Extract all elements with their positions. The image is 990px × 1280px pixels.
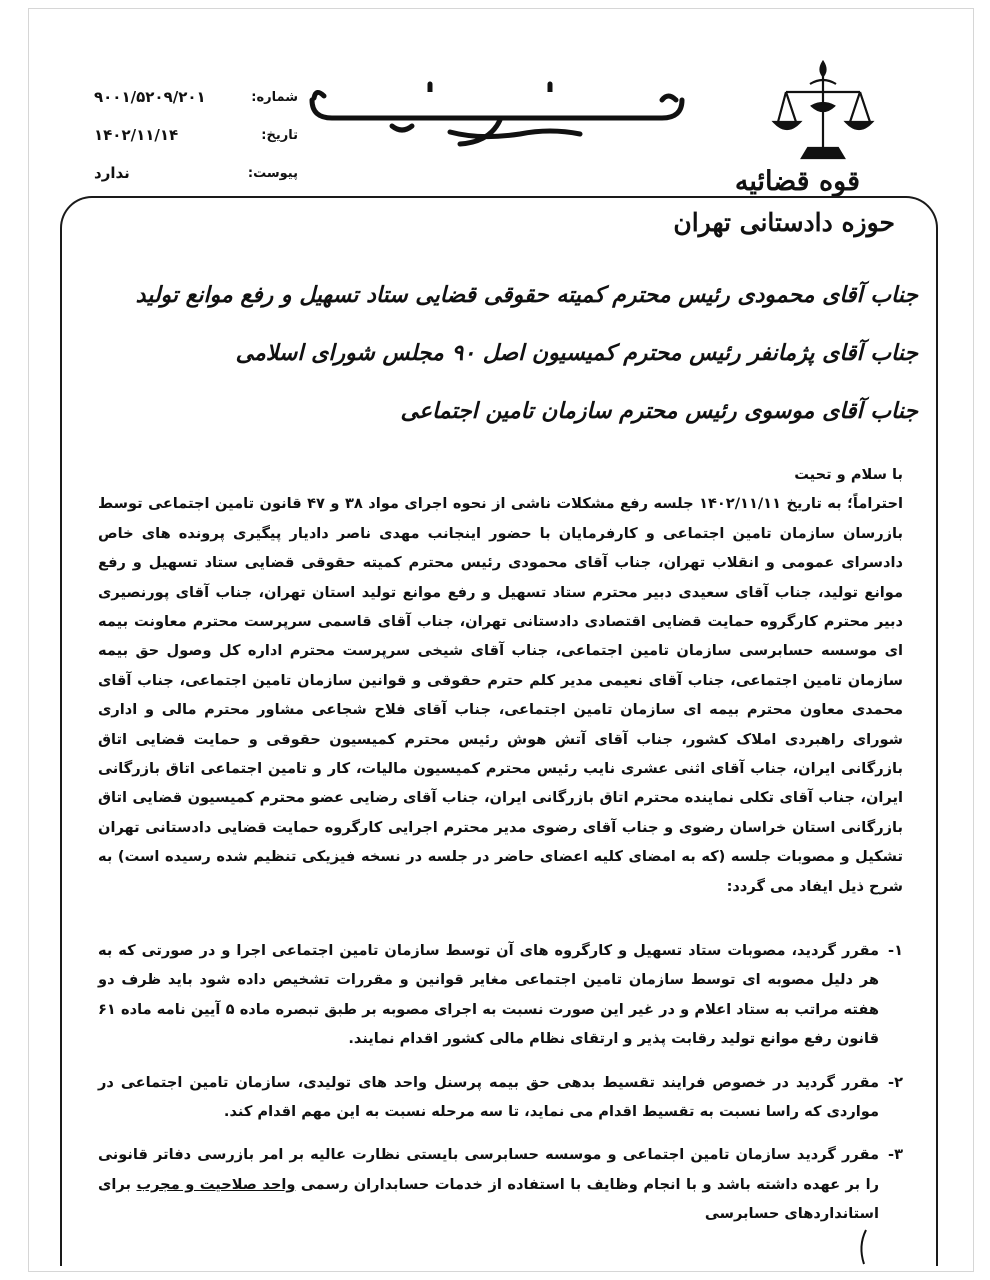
resolution-number: ۲- — [888, 1073, 903, 1091]
resolution-underlined-text: واحد صلاحیت و مجرب — [136, 1175, 296, 1193]
letter-date-value: ۱۴۰۲/۱۱/۱۴ — [94, 126, 179, 144]
letter-number-value: ۹۰۰۱/۵۲۰۹/۲۰۱ — [94, 88, 206, 106]
letter-metadata — [88, 88, 298, 198]
resolution-text-continued: برای استانداردهای حسابرسی — [98, 1175, 879, 1223]
letter-body — [98, 460, 903, 901]
letter-date-label: تاریخ: — [261, 128, 298, 143]
handwritten-tick-icon — [852, 1226, 872, 1266]
handwritten-urgent-mark-icon — [300, 70, 695, 160]
letter-date-row — [88, 126, 298, 150]
resolution-number: ۱- — [888, 942, 903, 959]
organization-name: قوه قضائیه — [734, 166, 860, 197]
judiciary-scales-emblem-icon — [768, 56, 878, 166]
letter-attachment-row — [88, 164, 298, 188]
resolution-item — [98, 936, 903, 1054]
resolution-text: مقرر گردید، مصوبات ستاد تسهیل و کارگروه های آن توسط سازمان تامین اجتماعی اجرا و در صورتی که به هر دلیل مصوبه ای توسط سازمان تامین اجتماعی مغایر قوانین و مقررات تشخیص داده شود باید ظرف دو هفته مراتب به ستاد اعلام و در غیر این صورت نسبت به اجرای مصوبه بر طبق تبصره ماده ۵ آیین نامه ماده ۶۱ قانون رفع موانع تولید رقابت پذیر و ارتقای نظام مالی کشور اقدام نمایند. — [98, 942, 879, 1048]
resolution-number: ۳- — [888, 1146, 903, 1164]
letter-attachment-value: ندارد — [94, 164, 130, 182]
letter-attachment-label: پیوست: — [247, 166, 298, 181]
resolution-item — [98, 1140, 903, 1228]
resolution-text: مقرر گردید در خصوص فرایند تقسیط بدهی حق بیمه پرسنل واحد های تولیدی، سازمان تامین اجتماعی در مواردی که راسا نسبت به تقسیط اقدام می نماید، تا سه مرحله نسبت به این مهم اقدام کند. — [98, 1073, 879, 1121]
greeting: با سلام و تحیت — [794, 466, 903, 483]
addressee-line: جناب آقای پژمانفر رئیس محترم کمیسیون اصل ۹۰ مجلس شورای اسلامی — [235, 340, 918, 366]
letter-number-row — [88, 88, 298, 112]
resolution-list — [98, 936, 903, 1229]
addressee-line: جناب آقای محمودی رئیس محترم کمیته حقوقی قضایی ستاد تسهیل و رفع موانع تولید — [135, 282, 918, 308]
resolution-item — [98, 1068, 903, 1127]
resolution-text: مقرر گردید سازمان تامین اجتماعی و موسسه حسابرسی بایستی نظارت عالیه بر امر بازرسی دفاتر قانونی را بر عهده داشته باشد و با انجام وظایف با استفاده از خدمات حسابداران رسمی — [98, 1146, 879, 1193]
addressee-line: جناب آقای موسوی رئیس محترم سازمان تامین اجتماعی — [400, 398, 918, 424]
letter-intro-paragraph: احتراماً؛ به تاریخ ۱۴۰۲/۱۱/۱۱ جلسه رفع مشکلات ناشی از نحوه اجرای مواد ۳۸ و ۴۷ قانون تامین اجتماعی توسط بازرسان سازمان تامین اجتماعی و کارفرمایان با حضور اینجانب مهدی ناصر دادیار پیگیری پرونده های خاص دادسرای عمومی و انقلاب تهران، جناب آقای محمودی رئیس محترم کمیته حقوقی قضایی ستاد تسهیل و رفع موانع تولید، جناب آقای سعیدی دبیر محترم ستاد تسهیل و رفع موانع تولید استان تهران، جناب آقای پورنصیری دبیر محترم کارگروه حمایت قضایی اقتصادی دادستانی تهران، جناب آقای قاسمی سرپرست محترم معاونت بیمه ای موسسه حسابرسی سازمان تامین اجتماعی، جناب آقای شیخی سرپرست محترم اداره کل وصول حق بیمه سازمان تامین اجتماعی، جناب آقای نعیمی مدیر کلم حترم حقوقی و قوانین سازمان تامین اجتماعی، جناب آقای محمدی معاون محترم بیمه ای سازمان تامین اجتماعی، جناب آقای فلاح شجاعی مشاور محترم مالی و اداری شورای راهبردی املاک کشور، جناب آقای آتش هوش رئیس محترم کمیسیون حقوقی و حمایت قضایی اتاق بازرگانی ایران، جناب آقای اثنی عشری نایب رئیس محترم کمیسیون مالیات، کار و تامین اجتماعی اتاق بازرگانی ایران، جناب آقای تکلی نماینده محترم اتاق بازرگانی ایران، جناب آقای رضایی عضو محترم کمیسیون قضایی اتاق بازرگانی استان خراسان رضوی و جناب آقای رضوی مدیر محترم اجرایی کارگروه حمایت قضایی دادستانی تهران تشکیل و مصوبات جلسه (که به امضای کلیه اعضای حاضر در جلسه در نسخه فیزیکی تنظیم شده رسیده است) به شرح ذیل ایفاد می گردد: — [98, 495, 903, 895]
letter-number-label: شماره: — [251, 90, 298, 105]
organization-subtitle: حوزه دادستانی تهران — [673, 208, 895, 237]
